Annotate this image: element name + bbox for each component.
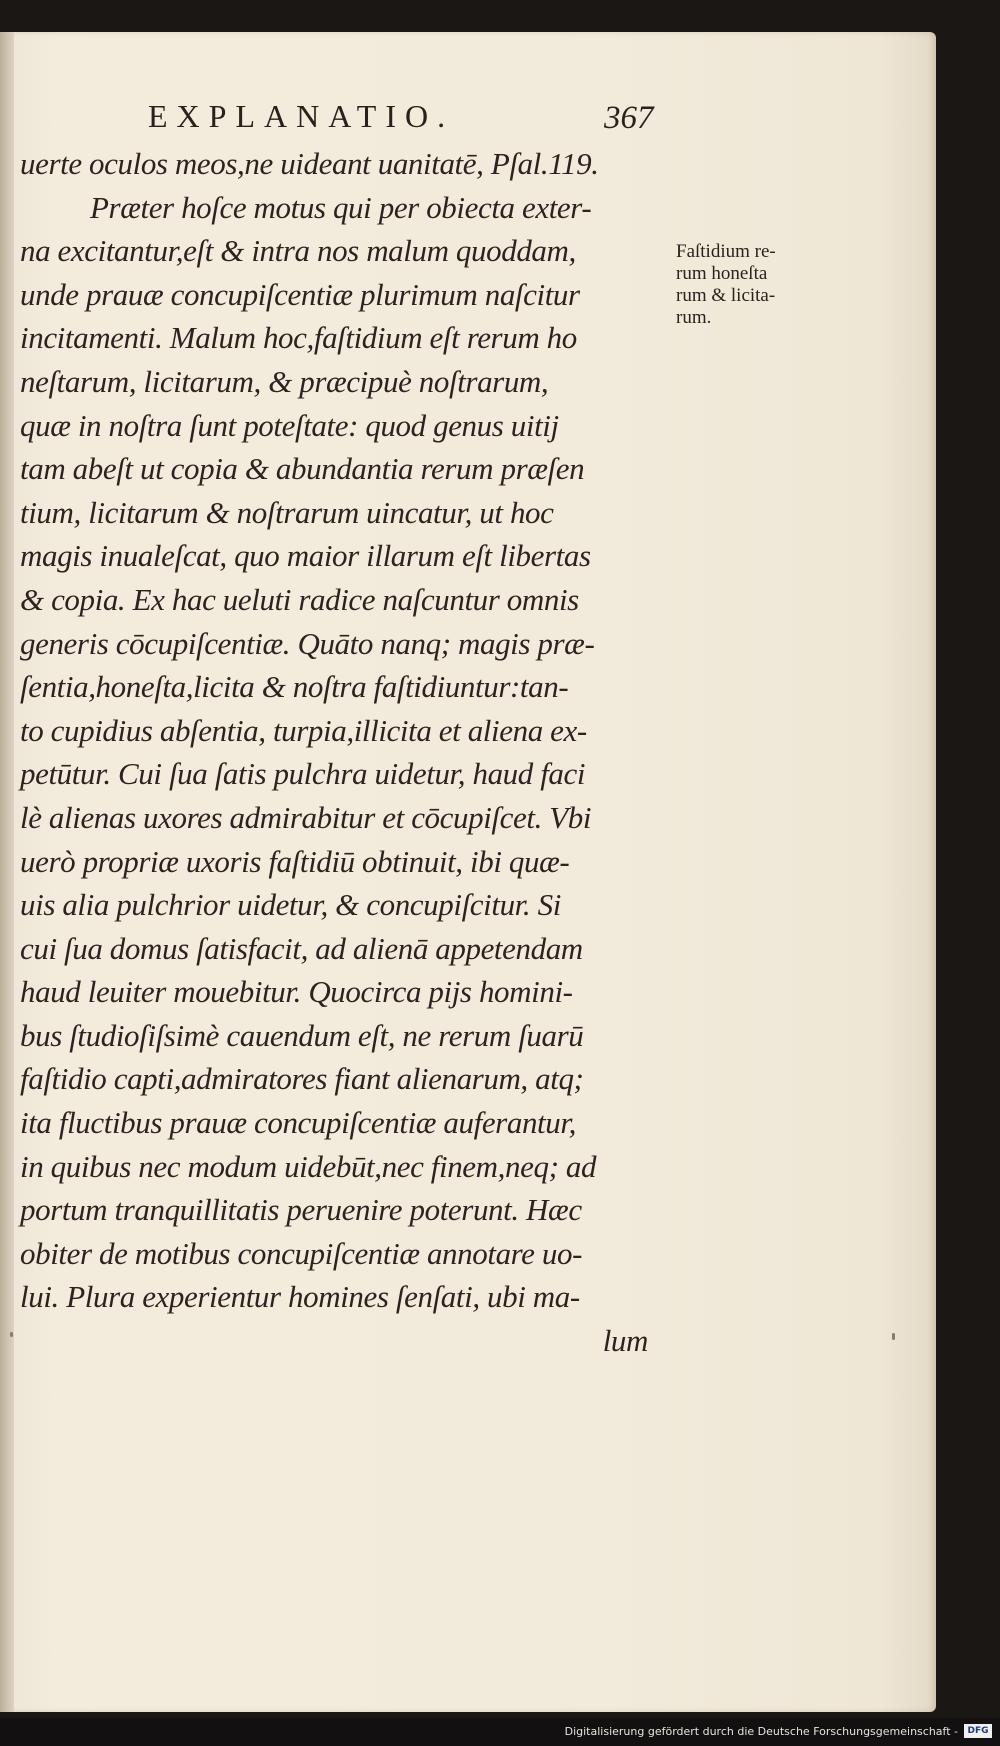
text-line: magis inualeſcat, quo maior illarum eſt libertas: [20, 538, 591, 574]
text-line: uerò propriæ uxoris faſtidiū obtinuit, ibi quæ-: [20, 843, 570, 879]
marginal-note: [676, 241, 836, 329]
text-line: uis alia pulchrior uidetur, & concupiſcitur. Si: [20, 887, 561, 923]
text-line: lè alienas uxores admirabitur et cōcupiſcet. Vbi: [20, 799, 592, 835]
text-line: obiter de motibus concupiſcentiæ annotare uo-: [20, 1235, 583, 1271]
text-line: & copia. Ex hac ueluti radice naſcuntur omnis: [20, 581, 579, 617]
text-line: haud leuiter mouebitur. Quocirca pijs homini-: [20, 974, 573, 1010]
running-head-title: EXPLANATIO.: [148, 98, 455, 134]
text-line: to cupidius abſentia, turpia,illicita et aliena ex-: [20, 712, 587, 748]
text-line: ſentia,honeſta,licita & noſtra faſtidiuntur:tan-: [20, 669, 569, 705]
marginal-note-line: rum.: [676, 307, 712, 328]
text-line: cui ſua domus ſatisfacit, ad alienā appetendam: [20, 930, 583, 966]
paper-speck: [892, 1333, 895, 1340]
dfg-logo: DFG: [964, 1724, 992, 1738]
text-line: ita fluctibus prauæ concupiſcentiæ auferantur,: [20, 1105, 576, 1141]
text-line: na excitantur,eſt & intra nos malum quoddam,: [20, 233, 576, 269]
text-line: tam abeſt ut copia & abundantia rerum præſen: [20, 451, 585, 487]
text-line: faſtidio capti,admiratores fiant alienarum, atq;: [20, 1061, 584, 1097]
marginal-note-line: Faſtidium re-: [676, 241, 776, 262]
page-number: 367: [604, 100, 654, 136]
text-line: quæ in noſtra ſunt poteſtate: quod genus uitij: [20, 407, 559, 443]
running-head: [0, 98, 936, 138]
text-line: bus ſtudioſiſsimè cauendum eſt, ne rerum ſuarū: [20, 1017, 584, 1053]
paper-speck: [10, 1332, 13, 1337]
text-line: portum tranquillitatis peruenire poterunt. Hæc: [20, 1192, 582, 1228]
digitization-footer: [0, 1718, 1000, 1746]
text-line: neſtarum, licitarum, & præcipuè noſtrarum,: [20, 363, 549, 399]
text-line: in quibus nec modum uidebūt,nec finem,neq; ad: [20, 1148, 597, 1184]
text-line: incitamenti. Malum hoc,faſtidium eſt rerum ho: [20, 320, 577, 356]
body-text: [20, 142, 670, 1363]
page-gutter: [0, 32, 14, 1712]
text-line: unde prauæ concupiſcentiæ plurimum naſcitur: [20, 276, 580, 312]
text-line: tium, licitarum & noſtrarum uincatur, ut hoc: [20, 494, 554, 530]
marginal-note-line: rum & licita-: [676, 285, 776, 306]
marginal-note-line: rum honeſta: [676, 263, 768, 284]
text-line: lui. Plura experientur homines ſenſati, ubi ma-: [20, 1279, 580, 1315]
catchword: lum: [602, 1323, 648, 1359]
funding-credit: Digitalisierung gefördert durch die Deutsche Forschungsgemeinschaft -: [564, 1725, 958, 1738]
text-line: petūtur. Cui ſua ſatis pulchra uidetur, haud faci: [20, 756, 586, 792]
text-line: uerte oculos meos,ne uideant uanitatē, Pſal.119.: [20, 146, 599, 181]
text-line: generis cōcupiſcentiæ. Quāto nanq; magis præ-: [20, 625, 595, 661]
text-line: Præter hoſce motus qui per obiecta exter-: [90, 189, 592, 225]
